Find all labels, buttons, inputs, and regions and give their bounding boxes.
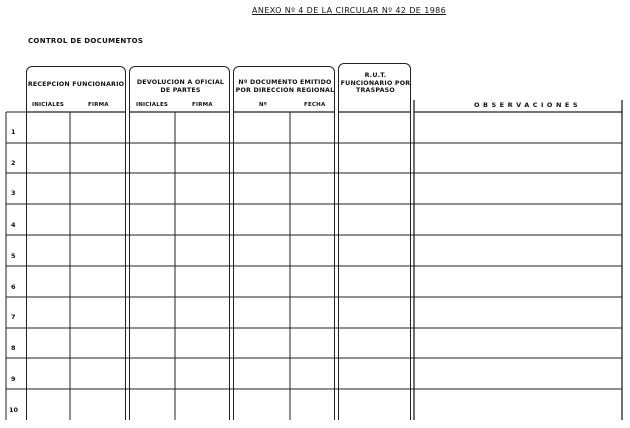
row-number: 1 <box>11 128 16 136</box>
group-devolucion-title: DEVOLUCION A OFICIAL DE PARTES <box>136 79 225 94</box>
row-number: 8 <box>11 344 16 352</box>
observaciones-title: OBSERVACIONES <box>474 101 582 109</box>
col-recepcion-iniciales: INICIALES <box>32 102 65 108</box>
row-number: 9 <box>11 375 16 383</box>
group-recepcion <box>26 66 126 420</box>
col-devolucion-iniciales: INICIALES <box>136 102 169 108</box>
row-number: 7 <box>11 313 16 321</box>
annex-title: ANEXO Nº 4 DE LA CIRCULAR Nº 42 DE 1986 <box>252 6 447 15</box>
col-devolucion-firma: FIRMA <box>192 102 213 108</box>
col-documento-fecha: FECHA <box>304 102 326 108</box>
form-title: CONTROL DE DOCUMENTOS <box>28 37 144 45</box>
col-documento-numero: Nº <box>259 102 268 108</box>
row-number: 3 <box>11 189 16 197</box>
group-recepcion-title: RECEPCION FUNCIONARIO <box>27 81 125 88</box>
row-number: 6 <box>11 283 16 291</box>
row-number: 4 <box>11 221 16 229</box>
row-number: 10 <box>9 406 19 414</box>
col-recepcion-firma: FIRMA <box>88 102 109 108</box>
row-number: 5 <box>11 252 16 260</box>
group-devolucion <box>129 66 230 420</box>
group-rut-title: R.U.T. FUNCIONARIO POR TRASPASO <box>340 72 411 94</box>
group-documento <box>233 66 335 420</box>
group-documento-title: Nº DOCUMENTO EMITIDO POR DIRECCION REGIONAL <box>235 79 335 94</box>
group-rut <box>338 63 411 420</box>
row-number: 2 <box>11 159 16 167</box>
